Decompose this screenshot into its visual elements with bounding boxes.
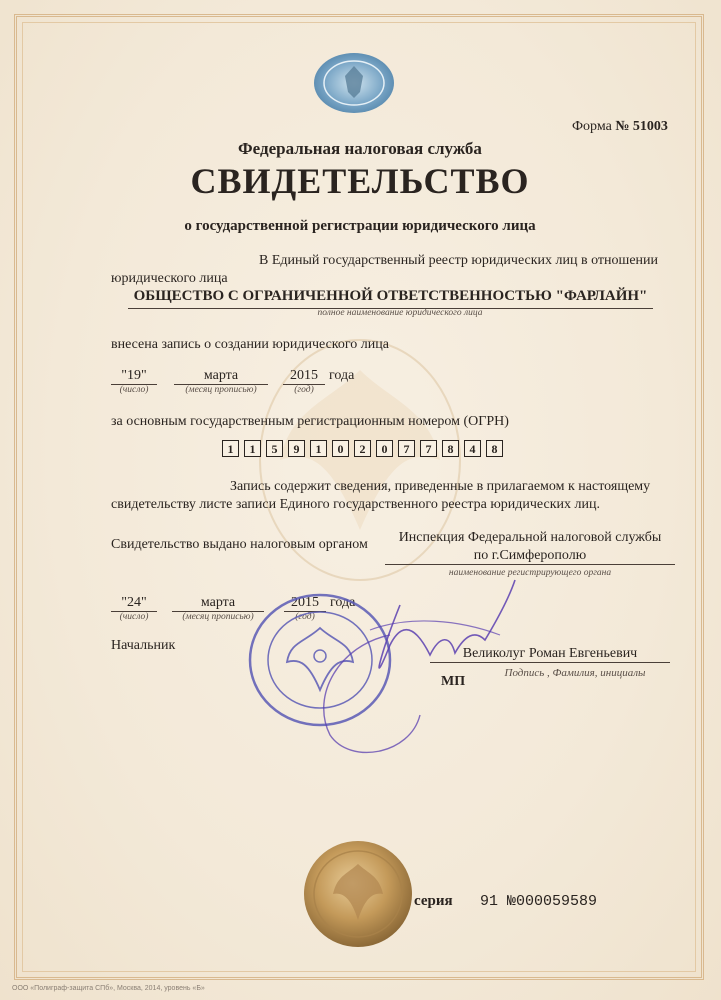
ogrn-label: за основным государственным регистрационным номером (ОГРН) (111, 414, 509, 429)
ogrn-digit: 7 (420, 440, 437, 457)
ogrn-digit: 0 (332, 440, 349, 457)
seal-place-mark: МП (441, 674, 466, 689)
certificate-subtitle: о государственной регистрации юридического лица (184, 218, 536, 234)
form-number-value: № 51003 (615, 119, 668, 134)
signer-role: Начальник (111, 638, 176, 653)
company-caption: полное наименование юридического лица (317, 308, 483, 318)
issued-day: "24" (111, 595, 157, 612)
intro-line1: В Единый государственный реестр юридических лиц в отношении (259, 253, 659, 268)
signature-caption: Подпись , Фамилия, инициалы (504, 667, 646, 679)
ogrn-digit: 0 (376, 440, 393, 457)
issued-month: марта (172, 595, 264, 612)
ogrn-digit: 2 (354, 440, 371, 457)
note-line2: свидетельству листе записи Единого государственного реестра юридических лиц. (111, 497, 600, 512)
intro-line2: юридического лица (111, 271, 228, 286)
ogrn-number (222, 440, 512, 458)
ogrn-digit: 1 (244, 440, 261, 457)
ogrn-digit: 1 (222, 440, 239, 457)
record-month-caption: (месяц прописью) (185, 385, 257, 395)
record-year-caption: (год) (294, 385, 314, 395)
record-year: 2015 (283, 368, 325, 385)
handwritten-signature-icon (270, 575, 530, 765)
issued-year-caption: (год) (295, 612, 315, 622)
ogrn-digit: 8 (442, 440, 459, 457)
ogrn-digit: 4 (464, 440, 481, 457)
issuer-name-line1: Инспекция Федеральной налоговой службы (398, 530, 662, 545)
issued-year: 2015 (284, 595, 326, 612)
issued-month-caption: (месяц прописью) (182, 612, 254, 622)
agency-name: Федеральная налоговая служба (238, 139, 482, 158)
company-line (128, 288, 653, 309)
issued-year-suffix: года (330, 595, 356, 610)
ogrn-digit: 9 (288, 440, 305, 457)
printer-imprint: ООО «Полиграф-защита СПб», Москва, 2014, уровень «Б» (12, 985, 205, 992)
series-label: серия (414, 893, 453, 909)
record-month: марта (174, 368, 268, 385)
record-day-caption: (число) (119, 385, 149, 395)
ogrn-digit: 8 (486, 440, 503, 457)
certificate-title: СВИДЕТЕЛЬСТВО (190, 161, 530, 201)
series-number: 91 №000059589 (480, 893, 598, 910)
gold-seal-icon (303, 840, 413, 948)
form-number (572, 119, 668, 135)
record-text: внесена запись о создании юридического лица (111, 337, 389, 352)
record-year-suffix: года (329, 368, 355, 383)
hologram-emblem-icon (313, 52, 395, 114)
issuer-label: Свидетельство выдано налоговым органом (111, 537, 368, 552)
ogrn-digit: 5 (266, 440, 283, 457)
issuer-name-line2: по г.Симферополю (385, 548, 675, 565)
ogrn-digit: 1 (310, 440, 327, 457)
record-day: "19" (111, 368, 157, 385)
ogrn-digit: 7 (398, 440, 415, 457)
issuer-caption: наименование регистрирующего органа (448, 568, 612, 578)
company-name: ОБЩЕСТВО С ОГРАНИЧЕННОЙ ОТВЕТСТВЕННОСТЬЮ "ФАРЛАЙН" (133, 288, 648, 304)
issued-day-caption: (число) (119, 612, 149, 622)
note-line1: Запись содержит сведения, приведенные в прилагаемом к настоящему (230, 479, 651, 494)
signer-name: Великолуг Роман Евгеньевич (430, 646, 670, 663)
form-label: Форма (572, 119, 612, 134)
